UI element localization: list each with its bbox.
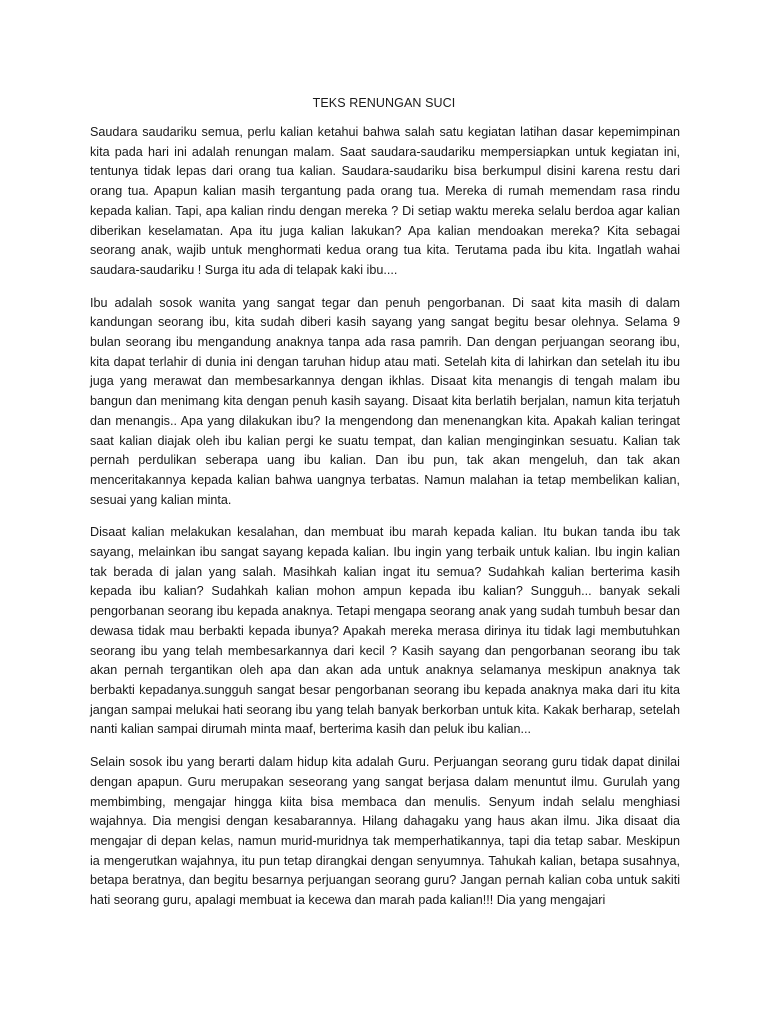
- document-body: [90, 123, 680, 924]
- paragraph-1: Saudara saudariku semua, perlu kalian ketahui bahwa salah satu kegiatan latihan dasar kepemimpinan kita pada hari ini adalah renungan malam. Saat saudara-saudariku mempersiapkan untuk kegiatan ini, tentunya tidak lepas dari orang tua kalian. Saudara-saudariku bisa berkumpul disini karena restu dari orang tua. Apapun kalian masih tergantung pada orang tua. Mereka di rumah memendam rasa rindu kepada kalian. Tapi, apa kalian rindu dengan mereka ? Di setiap waktu mereka selalu berdoa agar kalian diberikan keselamatan. Apa itu juga kalian lakukan? Apa kalian mendoakan mereka? Kita sebagai seorang anak, wajib untuk menghormati kedua orang tua kita. Terutama pada ibu kita. Ingatlah wahai saudara-saudariku ! Surga itu ada di telapak kaki ibu....: [90, 125, 680, 277]
- document-title: TEKS RENUNGAN SUCI: [312, 96, 456, 110]
- paragraph-2: Ibu adalah sosok wanita yang sangat tegar dan penuh pengorbanan. Di saat kita masih di dalam kandungan seorang ibu, kita sudah diberi kasih sayang yang sangat begitu besar olehnya. Selama 9 bulan seorang ibu mengandung anaknya tanpa ada rasa pamrih. Dan dengan perjuangan seorang ibu, kita dapat terlahir di dunia ini dengan taruhan hidup atau mati. Setelah kita di lahirkan dan setelah itu ibu juga yang merawat dan membesarkannya dengan ikhlas. Disaat kita menangis di tengah malam ibu bangun dan menimang kita dengan penuh kasih sayang. Disaat kita berlatih berjalan, namun kita terjatuh dan menangis.. Apa yang dilakukan ibu? Ia mengendong dan menenangkan kita. Apakah kalian teringat saat kalian diajak oleh ibu kalian pergi ke suatu tempat, dan kalian menginginkan sesuatu. Kalian tak pernah perdulikan seberapa uang ibu kalian. Dan ibu pun, tak akan mengeluh, dan tak akan menceritakannya kepada kalian bahwa uangnya terbatas. Namun malahan ia tetap membelikan kalian, sesuai yang kalian minta.: [90, 295, 680, 507]
- paragraph-3: Disaat kalian melakukan kesalahan, dan membuat ibu marah kepada kalian. Itu bukan tanda ibu tak sayang, melainkan ibu sangat sayang kepada kalian. Ibu ingin yang terbaik untuk kalian. Ibu ingin kalian tak berada di jalan yang salah. Masihkah kalian ingat itu semua? Sudahkah kalian berterima kasih kepada ibu kalian? Sudahkah kalian mohon ampun kepada ibu kalian? Sungguh... banyak sekali pengorbanan seorang ibu kepada anaknya. Tetapi mengapa seorang anak yang sudah tumbuh besar dan dewasa tidak mau berbakti kepada ibunya? Apakah mereka merasa dirinya itu tidak lagi membutuhkan seorang ibu yang telah membesarkannya dari kecil ? Kasih sayang dan pengorbanan seorang ibu tak akan pernah tergantikan oleh apa dan akan ada untuk anaknya selamanya meskipun anaknya tak berbakti kepadanya.sungguh sangat besar pengorbanan seorang ibu kepada anaknya maka dari itu kita jangan sampai melukai hati seorang ibu yang telah banyak berkorban untuk kita. Kakak berharap, setelah nanti kalian sampai dirumah minta maaf, berterima kasih dan peluk ibu kalian...: [90, 525, 680, 737]
- paragraph-4: Selain sosok ibu yang berarti dalam hidup kita adalah Guru. Perjuangan seorang guru tidak dapat dinilai dengan apapun. Guru merupakan seseorang yang sangat berjasa dalam menuntut ilmu. Gurulah yang membimbing, mengajar hingga kiita bisa membaca dan menulis. Senyum indah selalu menghiasi wajahnya. Dia mengisi dengan kesabarannya. Hilang dahagaku yang haus akan ilmu. Jika disaat dia mengajar di depan kelas, namun murid-muridnya tak memperhatikannya, tapi dia tetap sabar. Meskipun ia mengerutkan wajahnya, itu pun tetap dirangkai dengan senyumnya. Tahukah kalian, betapa susahnya, betapa beratnya, dan begitu besarnya perjuangan seorang guru? Jangan pernah kalian coba untuk sakiti hati seorang guru, apalagi membuat ia kecewa dan marah pada kalian!!! Dia yang mengajari: [90, 755, 680, 908]
